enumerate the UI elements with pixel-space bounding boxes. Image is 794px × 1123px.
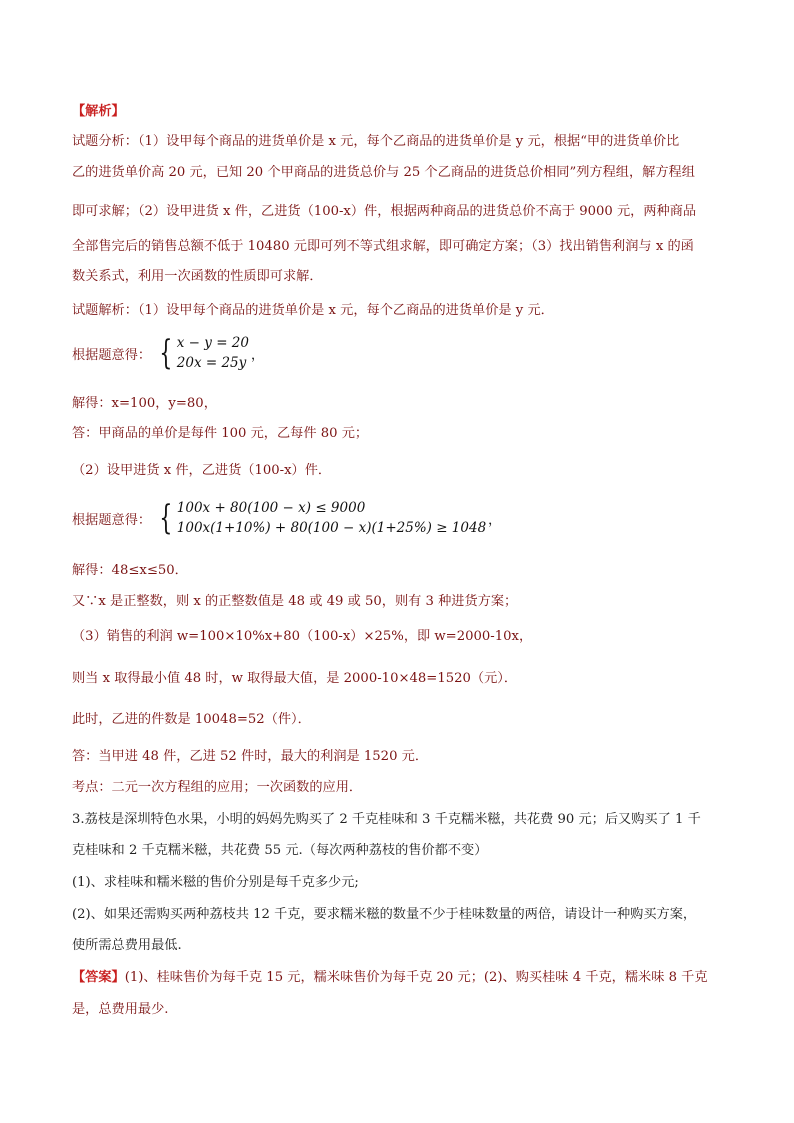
inequality: 100x + 80(100 − x) ≤ 9000 [176, 500, 366, 516]
solve-line: 解得：x=100，y=80， [72, 396, 217, 411]
answer-text: 是，总费用最少. [72, 1002, 169, 1017]
part3-line: （3）销售的利润 w=100×10%x+80（100-x）×25%，即 w=2000-10x， [72, 629, 533, 644]
system-label: 根据题意得： [72, 347, 152, 363]
analysis-line: 乙的进货单价高 20 元，已知 20 个甲商品的进货总价与 25 个乙商品的进货总价相同”列方程组，解方程组 [72, 165, 695, 180]
analysis-line: 全部售完后的销售总额不低于 10480 元即可列不等式组求解，即可确定方案；（3）找出销售利润与 x 的函 [72, 239, 694, 254]
system-punctuation: ， [488, 512, 502, 528]
inequality-system [72, 498, 501, 538]
equation: x − y = 20 [176, 335, 249, 351]
problem-statement: 3.荔枝是深圳特色水果，小明的妈妈先购买了 2 千克桂味和 3 千克糯米糍，共花费 90 元；后又购买了 1 千 [72, 812, 701, 827]
left-brace: { [159, 498, 173, 538]
answer-tag: 【答案】 [72, 970, 125, 985]
answer-line: 答：甲商品的单价是每件 100 元，乙每件 80 元； [72, 426, 369, 441]
equation: 20x = 25y [176, 355, 247, 371]
inequality-list [177, 498, 486, 538]
solve-line: 解得：48≤x≤50． [72, 563, 188, 578]
analysis-line: 即可求解；（2）设甲进货 x 件，乙进货（100-x）件，根据两种商品的进货总价不高于 9000 元，两种商品 [72, 204, 697, 219]
analysis-line: 数关系式，利用一次函数的性质即可求解． [72, 269, 323, 284]
count-line: 此时，乙进的件数是 10048=52（件）． [72, 712, 311, 727]
analysis-line: 试题分析：（1）设甲每个商品的进货单价是 x 元，每个乙商品的进货单价是 y 元，根据“甲的进货单价比 [72, 134, 680, 149]
answer-line: 答：当甲进 48 件，乙进 52 件时，最大的利润是 1520 元． [72, 749, 429, 764]
answer-block [72, 969, 708, 987]
max-line: 则当 x 取得最小值 48 时，w 取得最大值，是 2000-10×48=1520（元）． [72, 671, 518, 686]
equation-system-1 [72, 333, 264, 373]
equation-list [177, 333, 249, 373]
inequality: 100x(1+10%) + 80(100 − x)(1+25%) ≥ 1048 [176, 520, 487, 536]
kaodian-line: 考点：二元一次方程组的应用；一次函数的应用． [72, 780, 363, 795]
answer-text: (1)、桂味售价为每千克 15 元，糯米味售价为每千克 20 元；(2)、购买桂味 4 千克，糯米味 8 千克 [124, 970, 708, 985]
question-1: (1)、求桂味和糯米糍的售价分别是每千克多少元; [72, 875, 359, 890]
part2-intro: （2）设甲进货 x 件，乙进货（100-x）件． [72, 463, 332, 478]
problem-statement: 克桂味和 2 千克糯米糍，共花费 55 元.（每次两种荔枝的售价都不变） [72, 843, 488, 858]
question-2: (2)、如果还需购买两种荔枝共 12 千克，要求糯米糍的数量不少于桂味数量的两倍，请设计一种购买方案， [72, 907, 697, 922]
detail-intro: 试题解析：（1）设甲每个商品的进货单价是 x 元，每个乙商品的进货单价是 y 元． [72, 303, 554, 318]
left-brace: { [159, 333, 173, 373]
solution-heading: 【解析】 [72, 104, 125, 119]
integer-line: 又∵x 是正整数，则 x 的正整数值是 48 或 49 或 50，则有 3 种进货方案； [72, 594, 518, 609]
question-2: 使所需总费用最低. [72, 938, 182, 953]
system-label: 根据题意得： [72, 512, 152, 528]
system-punctuation: ， [250, 347, 264, 363]
